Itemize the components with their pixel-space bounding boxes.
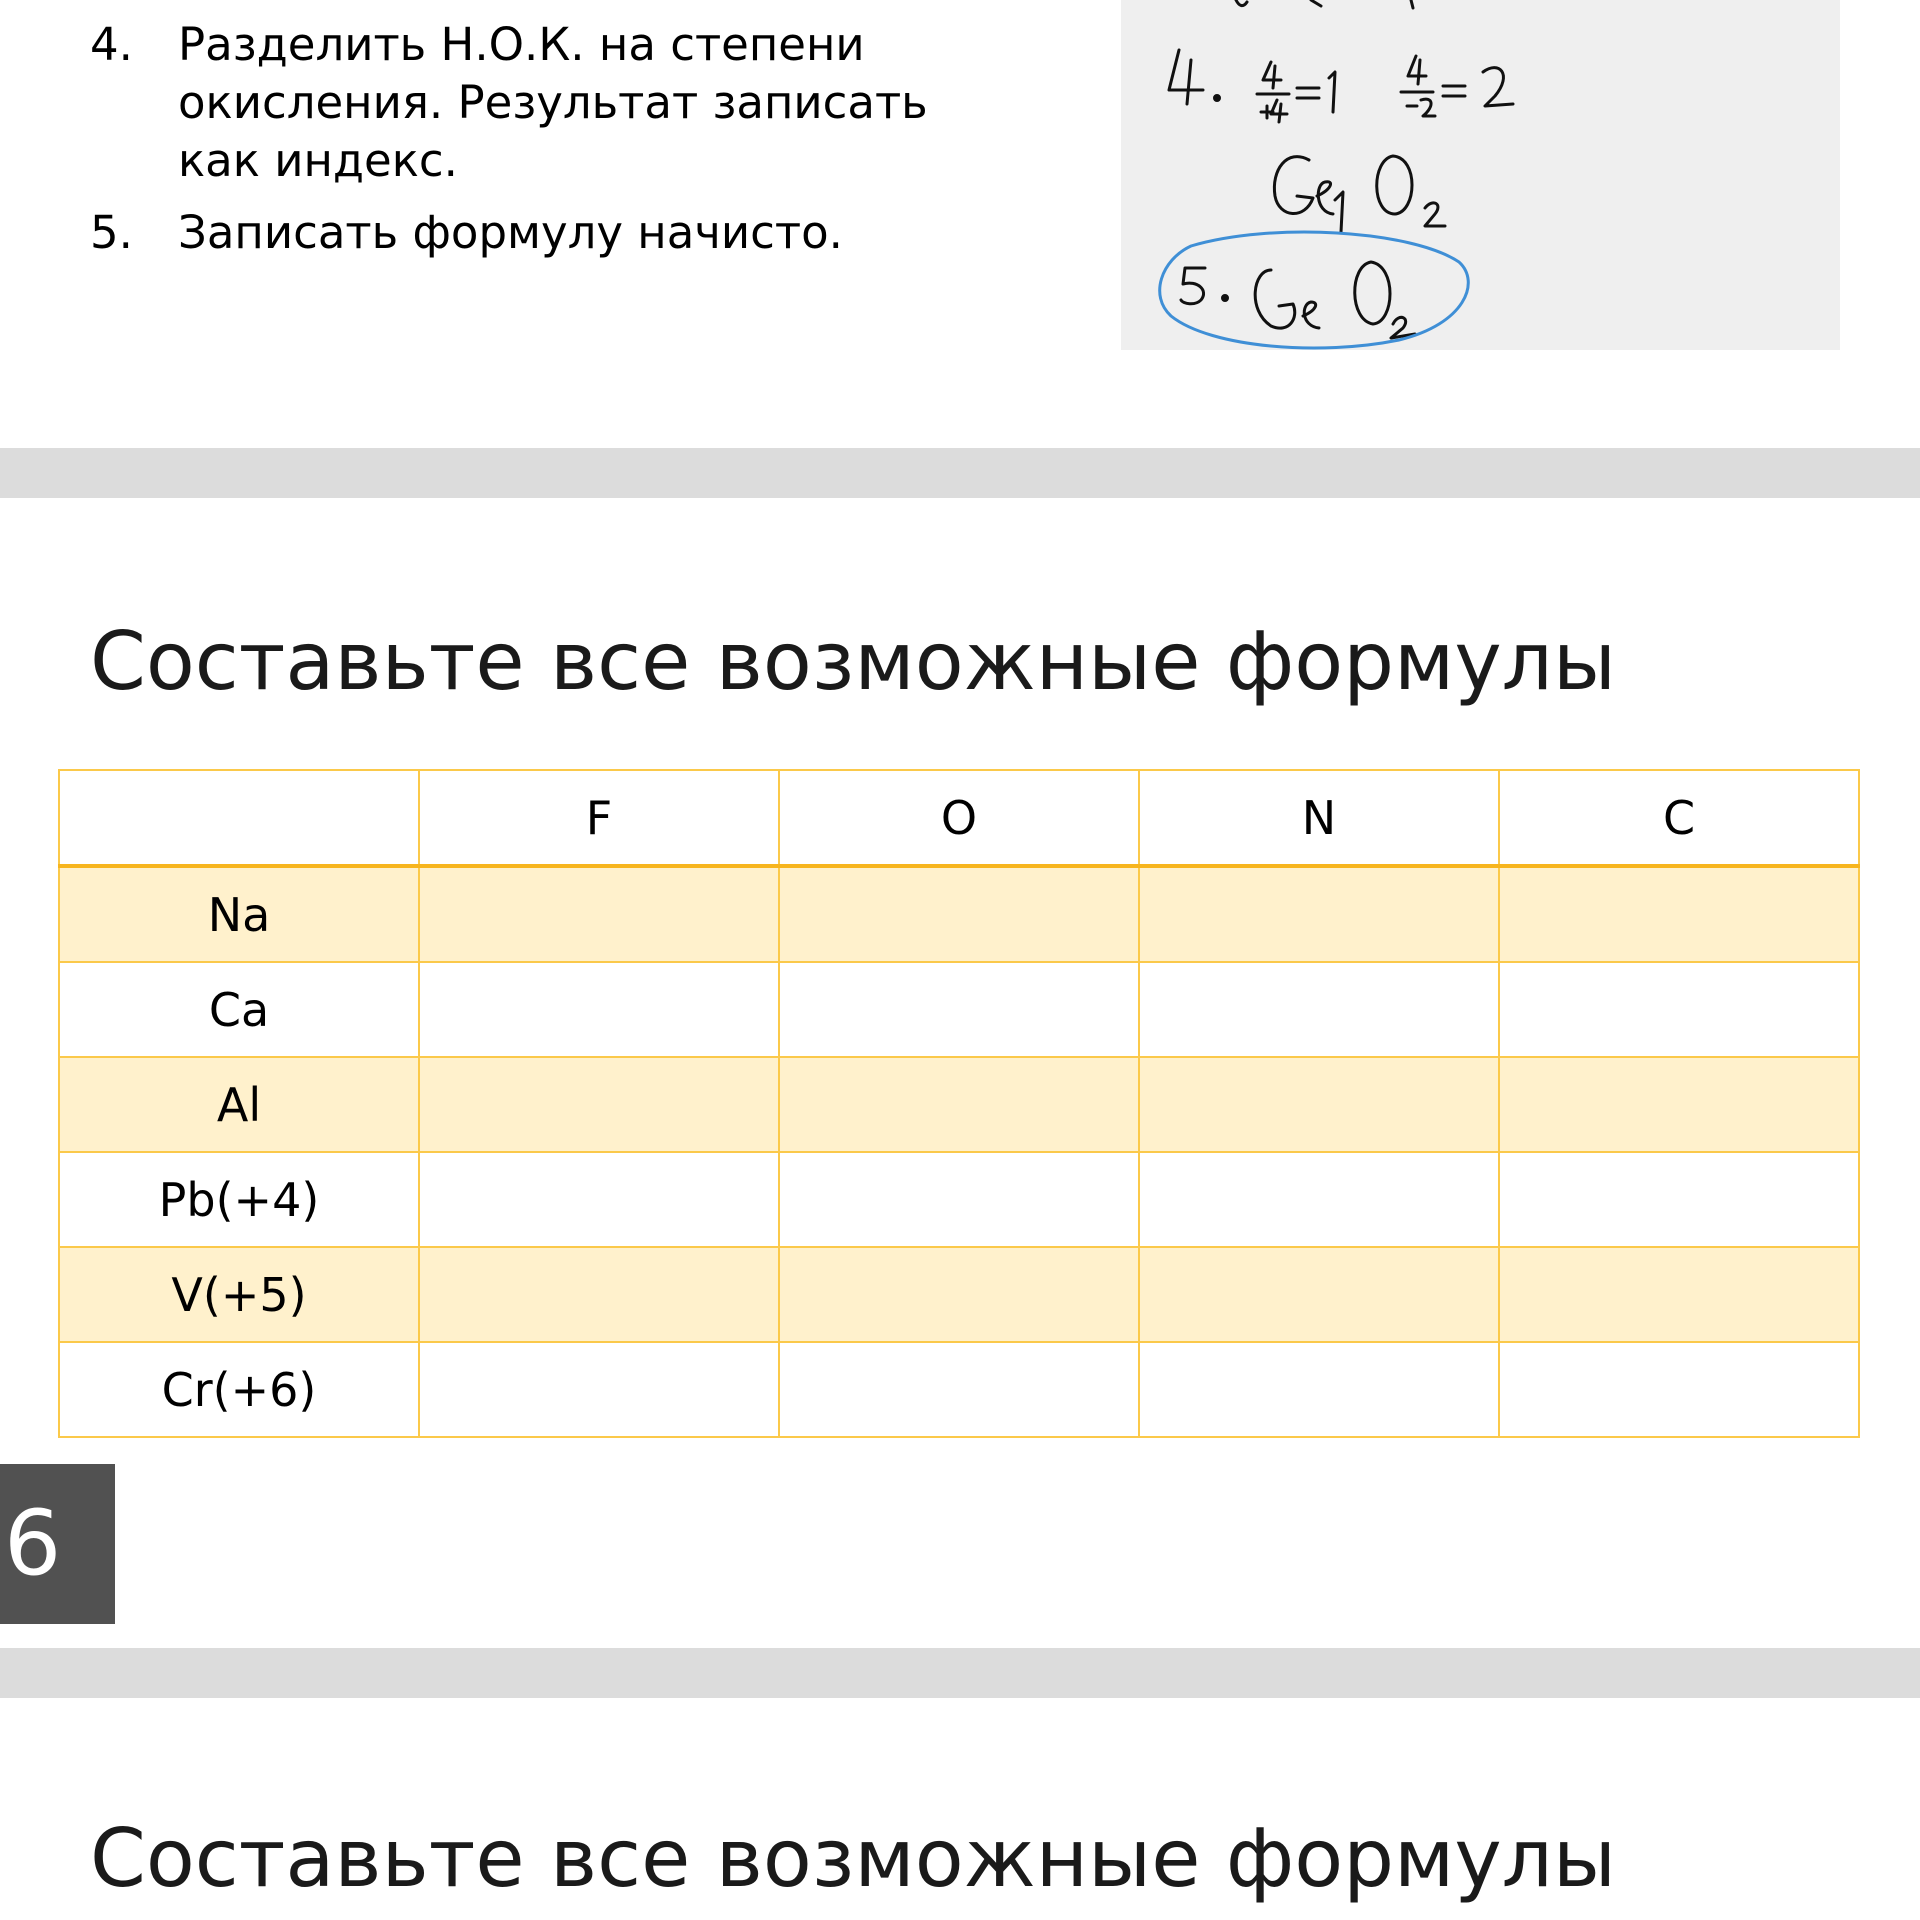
row-header: Cr(+6) [59, 1342, 419, 1437]
table-cell [419, 1152, 779, 1247]
steps-list [90, 16, 990, 276]
table-cell [1139, 1247, 1499, 1342]
table-cell [419, 1342, 779, 1437]
table-cell [1499, 1247, 1859, 1342]
column-header: F [419, 770, 779, 866]
handwritten-notes-panel [1121, 0, 1840, 350]
table-row [59, 962, 1859, 1057]
table-cell [779, 866, 1139, 962]
table-cell [419, 1247, 779, 1342]
table-cell [1499, 1152, 1859, 1247]
table-cell [1139, 1057, 1499, 1152]
row-header: Pb(+4) [59, 1152, 419, 1247]
column-header: N [1139, 770, 1499, 866]
table-cell [1139, 1342, 1499, 1437]
row-header: Al [59, 1057, 419, 1152]
table-cell [1499, 962, 1859, 1057]
slide-divider [0, 448, 1920, 498]
table-cell [1139, 962, 1499, 1057]
formula-table [58, 769, 1860, 1438]
table-cell [779, 1342, 1139, 1437]
table-cell [779, 1247, 1139, 1342]
step-text: Записать формулу начисто. [178, 206, 843, 259]
column-header: O [779, 770, 1139, 866]
table-cell [1499, 1057, 1859, 1152]
table-cell [779, 1057, 1139, 1152]
step-number: 5. [90, 206, 133, 259]
table-cell [419, 866, 779, 962]
table-row [59, 1247, 1859, 1342]
table-cell [419, 1057, 779, 1152]
table-row [59, 1152, 1859, 1247]
list-item [90, 204, 990, 262]
step-text: Разделить Н.О.К. на степени окисления. Результат записать как индекс. [178, 18, 928, 187]
table-row [59, 1057, 1859, 1152]
handwritten-notes [1121, 0, 1840, 350]
list-item [90, 16, 990, 190]
table-cell [779, 962, 1139, 1057]
table-cell [1139, 1152, 1499, 1247]
table-cell [1499, 1342, 1859, 1437]
page-title: Составьте все возможные формулы [90, 615, 1616, 708]
slide-top [0, 0, 1920, 448]
slide-number-badge: 6 [0, 1464, 115, 1624]
highlight-circle [1160, 232, 1469, 348]
table-cell [779, 1152, 1139, 1247]
next-slide-title: Составьте все возможные формулы [90, 1812, 1616, 1905]
row-header: Ca [59, 962, 419, 1057]
slide-divider [0, 1648, 1920, 1698]
row-header: V(+5) [59, 1247, 419, 1342]
table-row [59, 866, 1859, 962]
column-header [59, 770, 419, 866]
table-cell [1499, 866, 1859, 962]
table-row [59, 1342, 1859, 1437]
column-header: C [1499, 770, 1859, 866]
table-cell [419, 962, 779, 1057]
row-header: Na [59, 866, 419, 962]
table-header-row [59, 770, 1859, 866]
table-cell [1139, 866, 1499, 962]
step-number: 4. [90, 18, 133, 71]
